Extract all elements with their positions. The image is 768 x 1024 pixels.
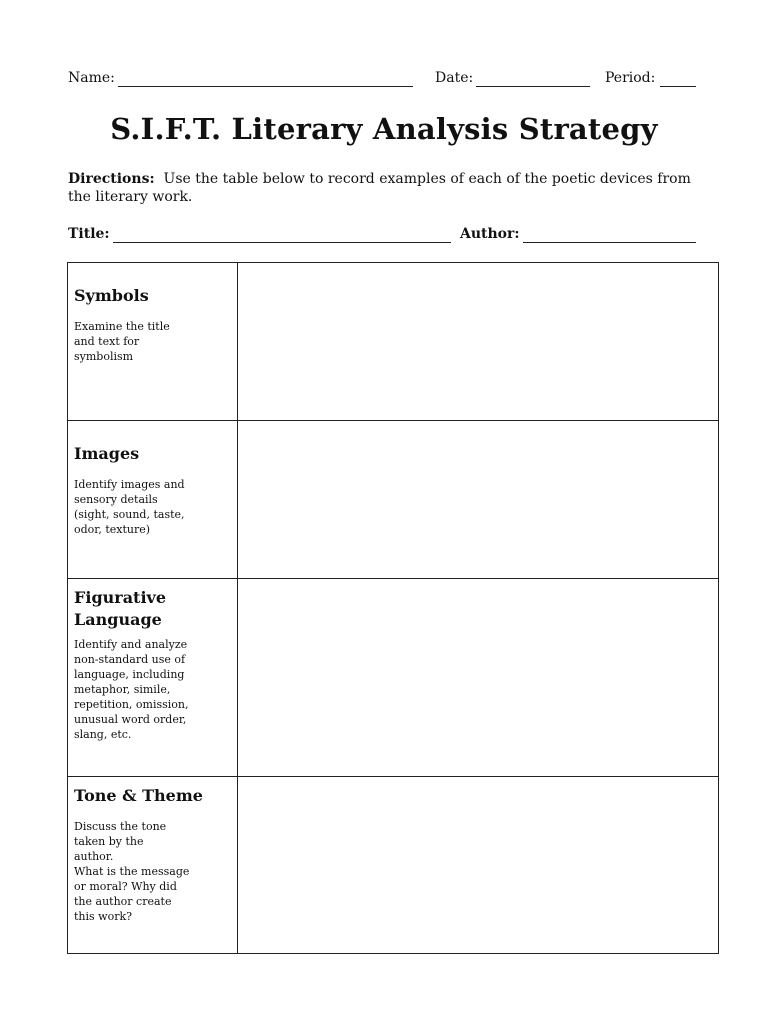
description-line: this work? (74, 910, 133, 923)
title-field[interactable] (113, 242, 451, 243)
description-line: author. (74, 850, 114, 863)
directions (68, 170, 698, 206)
description-line: What is the message (74, 865, 190, 878)
description-line: the author create (74, 895, 172, 908)
heading-line: Language (74, 610, 162, 629)
description-line: and text for (74, 335, 140, 348)
description-line: unusual word order, (74, 713, 187, 726)
description-line: taken by the (74, 835, 144, 848)
symbols-heading: Symbols (74, 286, 149, 305)
figurative-language-heading (74, 587, 231, 631)
tone-theme-description (74, 819, 231, 924)
directions-label: Directions: (68, 171, 155, 187)
description-line: Discuss the tone (74, 820, 167, 833)
symbols-description (74, 319, 231, 364)
description-line: metaphor, simile, (74, 683, 171, 696)
description-line: Examine the title (74, 320, 170, 333)
description-line: repetition, omission, (74, 698, 189, 711)
description-line: slang, etc. (74, 728, 132, 741)
symbols-label-cell (68, 263, 238, 421)
author-field[interactable] (523, 242, 696, 243)
period-field[interactable] (660, 86, 696, 87)
title-author-row (68, 226, 696, 246)
description-line: symbolism (74, 350, 134, 363)
description-line: Identify and analyze (74, 638, 188, 651)
header-row (68, 70, 696, 90)
images-description (74, 477, 231, 537)
description-line: non-standard use of (74, 653, 186, 666)
figurative-language-response-cell[interactable] (238, 579, 719, 777)
name-label: Name: (68, 70, 115, 86)
tone-theme-response-cell[interactable] (238, 777, 719, 954)
figurative-language-description (74, 637, 231, 742)
images-heading: Images (74, 444, 140, 463)
symbols-response-cell[interactable] (238, 263, 719, 421)
tone-theme-label-cell (68, 777, 238, 954)
page-title: S.I.F.T. Literary Analysis Strategy (110, 112, 658, 146)
table-row-tone-theme (68, 777, 719, 954)
date-field[interactable] (476, 86, 590, 87)
title-label: Title: (68, 226, 110, 242)
images-label-cell (68, 421, 238, 579)
images-response-cell[interactable] (238, 421, 719, 579)
description-line: (sight, sound, taste, (74, 508, 185, 521)
description-line: odor, texture) (74, 523, 151, 536)
description-line: language, including (74, 668, 185, 681)
author-label: Author: (460, 226, 520, 242)
description-line: sensory details (74, 493, 158, 506)
description-line: or moral? Why did (74, 880, 177, 893)
name-field[interactable] (118, 86, 413, 87)
figurative-language-label-cell (68, 579, 238, 777)
tone-theme-heading: Tone & Theme (74, 786, 203, 805)
table-row-images (68, 421, 719, 579)
description-line: Identify images and (74, 478, 185, 491)
directions-text: Use the table below to record examples of each of the poetic devices from the literary work. (68, 171, 691, 205)
period-label: Period: (605, 70, 656, 86)
analysis-table (67, 262, 719, 954)
table-row-symbols (68, 263, 719, 421)
table-row-figurative-language (68, 579, 719, 777)
date-label: Date: (435, 70, 474, 86)
heading-line: Figurative (74, 588, 166, 607)
